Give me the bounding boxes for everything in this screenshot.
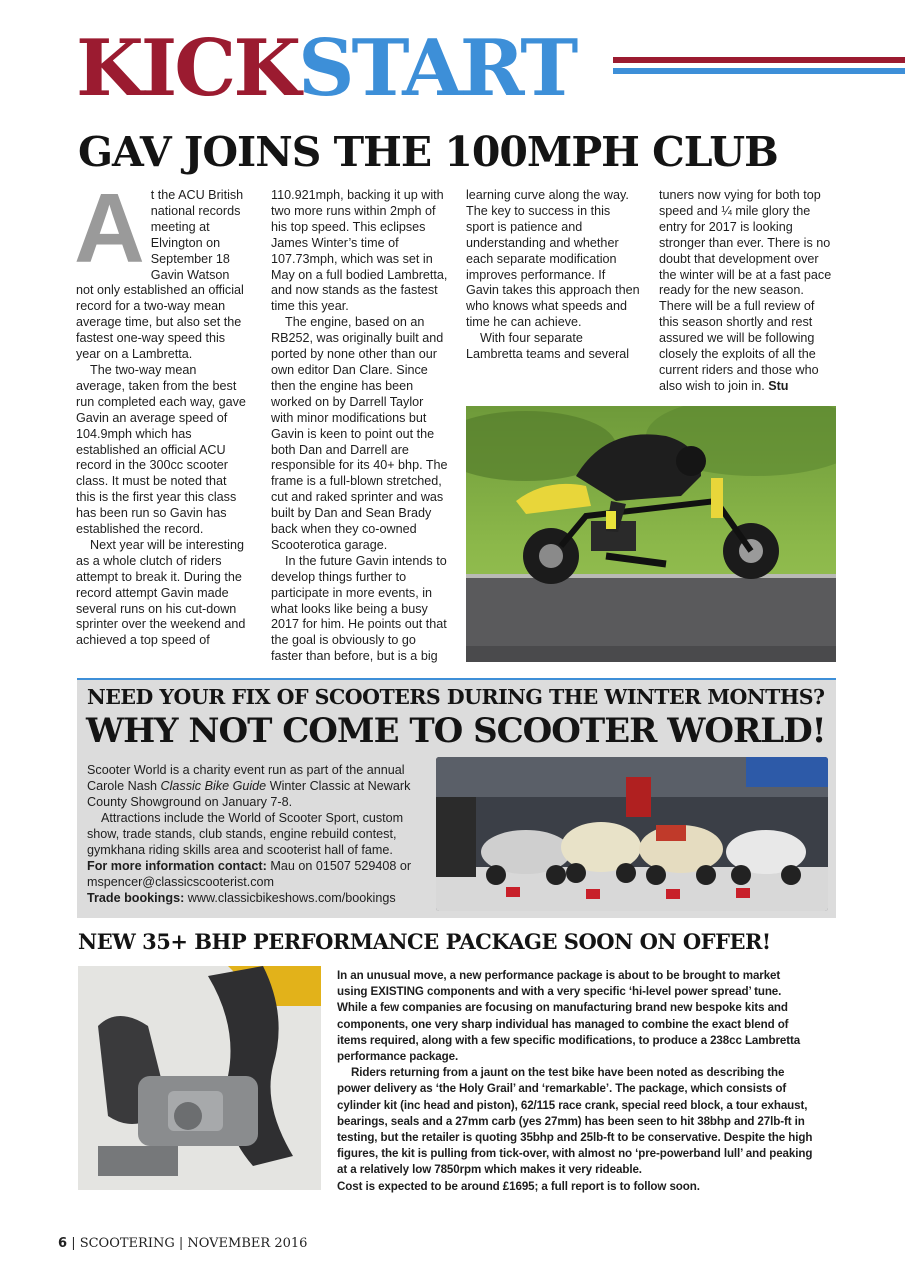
article-paragraph-3-start: Next year will be interesting as a whole clutch of riders attempt to break it. During the record attempt Gavin made several runs on his cut-down sprinter over the weekend and achieved a top speed of — [76, 537, 246, 648]
performance-text — [337, 968, 813, 1195]
sprint-scooter-photo — [466, 406, 836, 662]
folio-text: | SCOOTERING | NOVEMBER 2016 — [71, 1236, 308, 1251]
article-paragraph-2: The two-way mean average, taken from the best run completed each way, gave Gavin an average speed of 104.9mph which has established an official ACU record in the 300cc scooter class. It must be noted that this is the first year this class has been run so Gavin has established the record. — [76, 362, 246, 537]
masthead-rule-red — [613, 57, 905, 63]
trade-label: Trade bookings: — [87, 891, 185, 905]
performance-paragraph-2: Riders returning from a jaunt on the test bike have been noted as describing the power delivery as ‘the Holy Grail’ and ‘remarkable’. The package, which consists of cylinder kit (inc head and piston), 62/115 race crank, special reed block, a tour exhaust, bearings, seals and a 27mm carb (yes 27mm) has been seen to hit 38bhp and 27lb-ft in testing, but the retailer is quoting 35bhp and 25lb-ft to be conservative. Despite the high figures, the kit is pulling from tick-over, with almost no ‘pre-powerband lull’ and peaking at a relatively low 7850rpm which makes it very rideable. — [337, 1066, 813, 1177]
masthead-kick: KICK — [76, 23, 299, 114]
article-paragraph-4: The engine, based on an RB252, was originally built and ported by none other than our own editor Dan Clare. Since then the engine has been worked on by Darrell Taylor with minor modifications but Gavin is keen to point out the both Dan and Darrell are responsible for its 40+ bhp. The frame is a full-blown stretched, cut and raked sprinter and was built by Dan and Sean Brady back when they co-owned Scooterotica garage. — [271, 315, 448, 552]
sw-p1-b: Winter Classic at Newark County Showground on January 7-8. — [87, 779, 411, 809]
performance-paragraph-3: Cost is expected to be around £1695; a full report is to follow soon. — [337, 1179, 700, 1193]
contact-value: Mau on 01507 529408 or mspencer@classicscooterist.com — [87, 859, 412, 889]
engine-photo — [78, 966, 321, 1190]
scooter-show-photo — [436, 757, 828, 911]
article-column-2 — [271, 188, 448, 665]
article-column-1 — [74, 173, 248, 649]
byline-text: Stu — [768, 378, 789, 393]
scooter-world-paragraph-2: Attractions include the World of Scooter Sport, custom show, trade stands, club stands, engine rebuild contest, gymkhana riding skills area and scooterist hall of fame. — [87, 811, 404, 857]
page-folio — [58, 1236, 307, 1251]
scooter-world-text — [87, 762, 427, 906]
contact-label: For more information contact: — [87, 859, 267, 873]
performance-headline: NEW 35+ BHP PERFORMANCE PACKAGE SOON ON OFFER! — [78, 929, 771, 954]
article-paragraph-3-cont: 110.921mph, backing it up with two more runs within 2mph of his top speed. This eclipses James Winter’s time of 107.73mph, which was set in May on a full bodied Lambretta, and now stands as the fastest time this year. — [271, 188, 448, 314]
masthead — [76, 24, 575, 114]
drop-cap: A — [74, 173, 145, 283]
page-number: 6 — [58, 1236, 68, 1251]
article-paragraph-6-cont: tuners now vying for both top speed and ¼ mile glory the entry for 2017 is looking stronger than ever. There is no doubt that development over the winter will be at a fast pace ready for the new season. There will be a full review of this season shortly and rest assured we will be following closely the exploits of all the current riders and those who also wish to join in. Stu — [659, 188, 832, 393]
sw-p1-a: Scooter World is a charity event run as part of the annual Carole Nash — [87, 763, 405, 793]
sw-p1-italic: Classic Bike Guide — [160, 779, 267, 793]
masthead-rule-blue — [613, 68, 905, 74]
article-column-3 — [466, 188, 641, 363]
trade-value: www.classicbikeshows.com/bookings — [187, 891, 396, 905]
masthead-start: START — [298, 23, 576, 114]
scooter-world-contact — [87, 858, 427, 890]
scooter-world-paragraph-1 — [87, 762, 427, 810]
scooter-world-title: WHY NOT COME TO SCOOTER WORLD! — [86, 711, 826, 751]
article-paragraph-1: t the ACU British national records meeting at Elvington on September 18 Gavin Watson not only established an official record for a two-way mean average time, but also set the fastest one-way speed this year on a Lambretta. — [76, 188, 244, 362]
performance-paragraph-1: In an unusual move, a new performance package is about to be brought to market using EXISTING components and with a very specific ‘hi-level power spread’ tune. While a few companies are focusing on manufacturing brand new bespoke kits and components, one very sharp individual has managed to combine the exact blend of items required, along with a few specific modifications, to produce a 238cc Lambretta performance package. — [337, 969, 801, 1064]
article-column-4 — [659, 188, 837, 395]
article-headline: GAV JOINS THE 100MPH CLUB — [78, 128, 778, 176]
scooter-world-trade — [87, 890, 427, 906]
article-paragraph-5-cont: learning curve along the way. The key to success in this sport is patience and understanding and whether each separate modification improves performance. If Gavin takes this approach then who knows what speeds and time he can achieve. — [466, 188, 640, 330]
scooter-world-kicker: NEED YOUR FIX OF SCOOTERS DURING THE WINTER MONTHS? — [87, 685, 825, 709]
article-paragraph-6: With four separate Lambretta teams and several — [466, 331, 630, 362]
article-paragraph-5: In the future Gavin intends to develop things further to participate in more events, in what looks like being a busy 2017 for him. He points out that the goal is obviously to go faster than before, but is a big — [271, 553, 447, 664]
